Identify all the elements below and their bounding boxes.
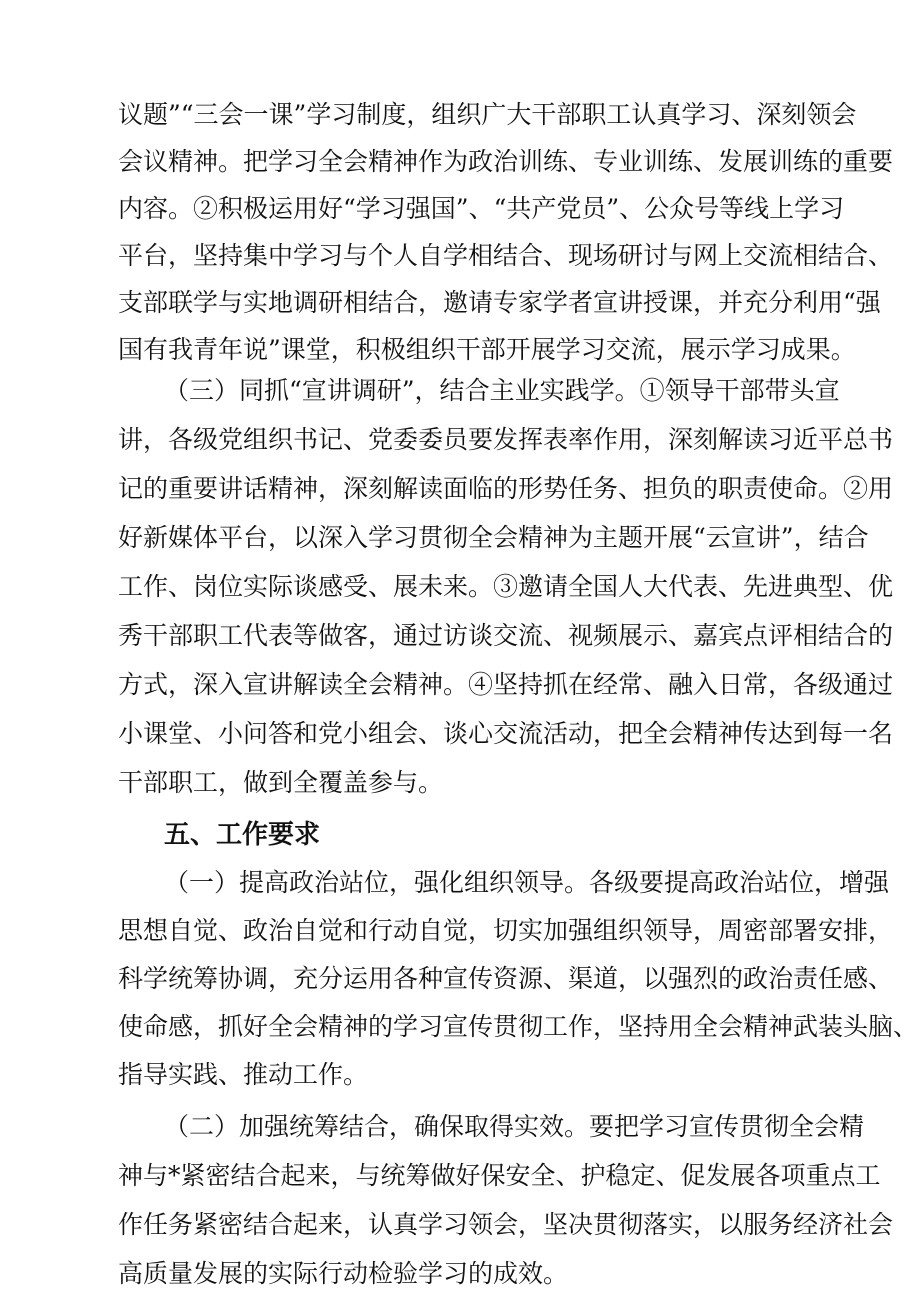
paragraph-3-line: （一）提高政治站位，强化组织领导。各级要提高政治站位，增强 xyxy=(164,868,890,897)
paragraph-2-line: 小课堂、小问答和党小组会、谈心交流活动，把全会精神传达到每一名 xyxy=(118,719,894,748)
paragraph-3-line: 科学统筹协调，充分运用各种宣传资源、渠道，以强烈的政治责任感、 xyxy=(118,964,894,993)
paragraph-1-line: 议题”“三会一课”学习制度，组织广大干部职工认真学习、深刻领会 xyxy=(118,100,857,129)
paragraph-2-line: 方式，深入宣讲解读全会精神。④坚持抓在经常、融入日常，各级通过 xyxy=(118,670,894,699)
paragraph-2-line: 记的重要讲话精神，深刻解读面临的形势任务、担负的职责使命。②用 xyxy=(118,474,894,503)
paragraph-2-line: 干部职工，做到全覆盖参与。 xyxy=(118,768,444,797)
paragraph-4-line: （二）加强统筹结合，确保取得实效。要把学习宣传贯彻全会精 xyxy=(164,1112,865,1141)
paragraph-3-line: 指导实践、推动工作。 xyxy=(118,1060,369,1089)
paragraph-4-line: 高质量发展的实际行动检验学习的成效。 xyxy=(118,1259,569,1288)
paragraph-3-line: 思想自觉、政治自觉和行动自觉，切实加强组织领导，周密部署安排， xyxy=(118,916,894,945)
paragraph-4-line: 神与*紧密结合起来，与统筹做好保安全、护稳定、促发展各项重点工 xyxy=(118,1161,881,1190)
paragraph-3-line: 使命感，抓好全会精神的学习宣传贯彻工作，坚持用全会精神武装头脑、 xyxy=(118,1012,919,1041)
paragraph-1-line: 支部联学与实地调研相结合，邀请专家学者宣讲授课，并充分利用“强 xyxy=(118,288,881,317)
paragraph-2-line: （三）同抓“宣讲调研”，结合主业实践学。①领导干部带头宣 xyxy=(164,376,840,405)
paragraph-2-line: 讲，各级党组织书记、党委委员要发挥表率作用，深刻解读习近平总书 xyxy=(118,425,894,454)
paragraph-2-line: 工作、岗位实际谈感受、展未来。③邀请全国人大代表、先进典型、优 xyxy=(118,572,894,601)
paragraph-1-line: 平台，坚持集中学习与个人自学相结合、现场研讨与网上交流相结合、 xyxy=(118,241,894,270)
paragraph-2-line: 秀干部职工代表等做客，通过访谈交流、视频展示、嘉宾点评相结合的 xyxy=(118,621,894,650)
paragraph-2-line: 好新媒体平台，以深入学习贯彻全会精神为主题开展“云宣讲”，结合 xyxy=(118,523,869,552)
paragraph-1-line: 国有我青年说”课堂，积极组织干部开展学习交流，展示学习成果。 xyxy=(118,335,856,364)
paragraph-1-line: 会议精神。把学习全会精神作为政治训练、专业训练、发展训练的重要 xyxy=(118,147,894,176)
section-heading: 五、工作要求 xyxy=(164,820,321,850)
paragraph-1-line: 内容。②积极运用好“学习强国”、“共产党员”、公众号等线上学习 xyxy=(118,194,845,223)
paragraph-4-line: 作任务紧密结合起来，认真学习领会，坚决贯彻落实，以服务经济社会 xyxy=(118,1210,894,1239)
